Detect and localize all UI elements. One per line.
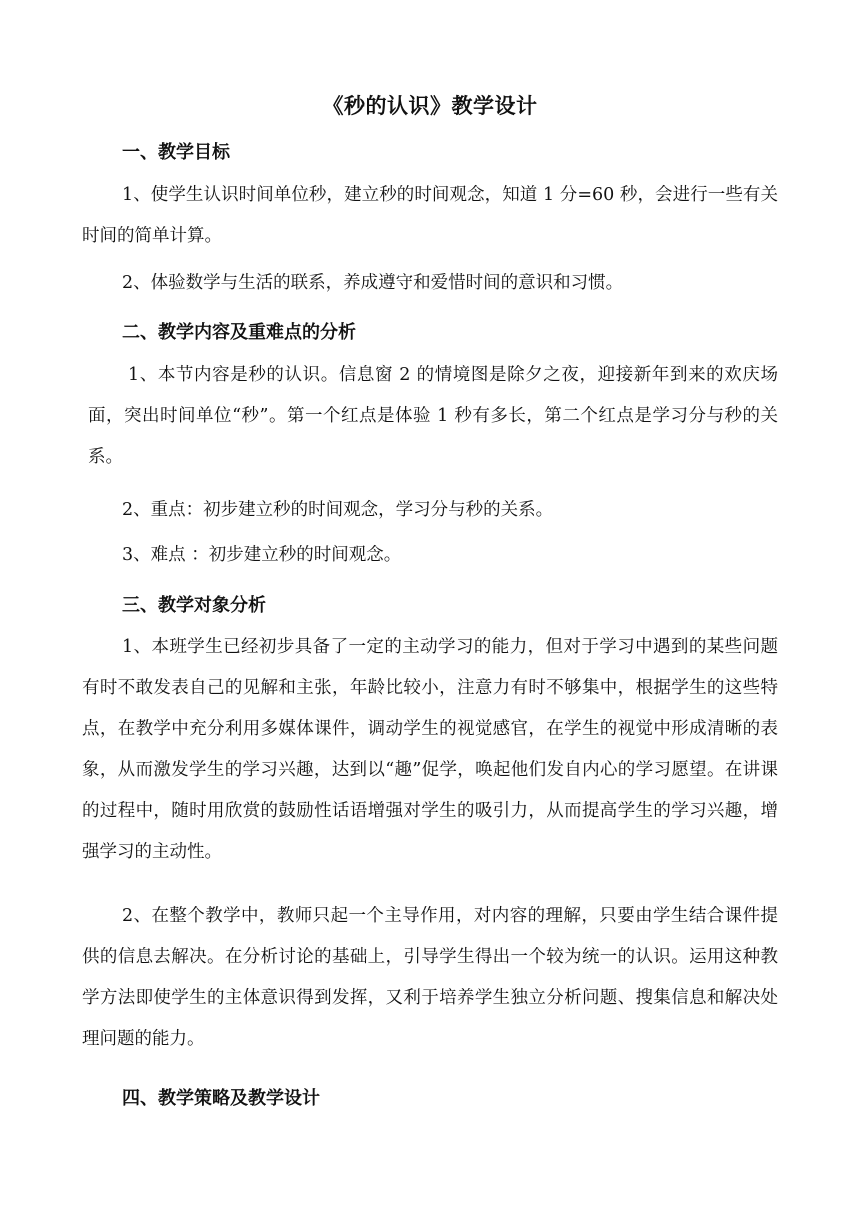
paragraph-key-point: 2、重点：初步建立秒的时间观念，学习分与秒的关系。 [122, 500, 554, 520]
section-heading-content-analysis: 二、教学内容及重难点的分析 [122, 322, 356, 343]
paragraph-objective-2: 2、体验数学与生活的联系，养成遵守和爱惜时间的意识和习惯。 [122, 273, 624, 293]
paragraph-difficult-point: 3、难点 ：初步建立秒的时间观念。 [122, 545, 402, 565]
paragraph-content-1: 1、本节内容是秒的认识。信息窗 2 的情境图是除夕之夜，迎接新年到来的欢庆场面，突出时间单位“秒”。第一个红点是体验 1 秒有多长，第二个红点是学习分与秒的关系。 [88, 365, 778, 467]
paragraph-student-1: 1、本班学生已经初步具备了一定的主动学习的能力，但对于学习中遇到的某些问题有时不敢发表自己的见解和主张，年龄比较小，注意力有时不够集中，根据学生的这些特点，在教学中充分利用多媒体课件，调动学生的视觉感官，在学生的视觉中形成清晰的表象，从而激发学生的学习兴趣，达到以“趣”促学，唤起他们发自内心的学习愿望。在讲课的过程中，随时用欣赏的鼓励性话语增强对学生的吸引力，从而提高学生的学习兴趣，增强学习的主动性。 [82, 637, 778, 862]
section-heading-student-analysis: 三、教学对象分析 [122, 595, 266, 616]
paragraph-objective-1: 1、使学生认识时间单位秒，建立秒的时间观念，知道 1 分=60 秒，会进行一些有关时间的简单计算。 [82, 185, 778, 246]
document-title: 《秒的认识》教学设计 [322, 93, 538, 118]
section-heading-strategy: 四、教学策略及教学设计 [122, 1088, 320, 1109]
paragraph-student-2: 2、在整个教学中，教师只起一个主导作用，对内容的理解，只要由学生结合课件提供的信息去解决。在分析讨论的基础上，引导学生得出一个较为统一的认识。运用这种教学方法即使学生的主体意识得到发挥，又利于培养学生独立分析问题、搜集信息和解决处理问题的能力。 [82, 906, 778, 1049]
section-heading-objectives: 一、教学目标 [122, 142, 230, 163]
